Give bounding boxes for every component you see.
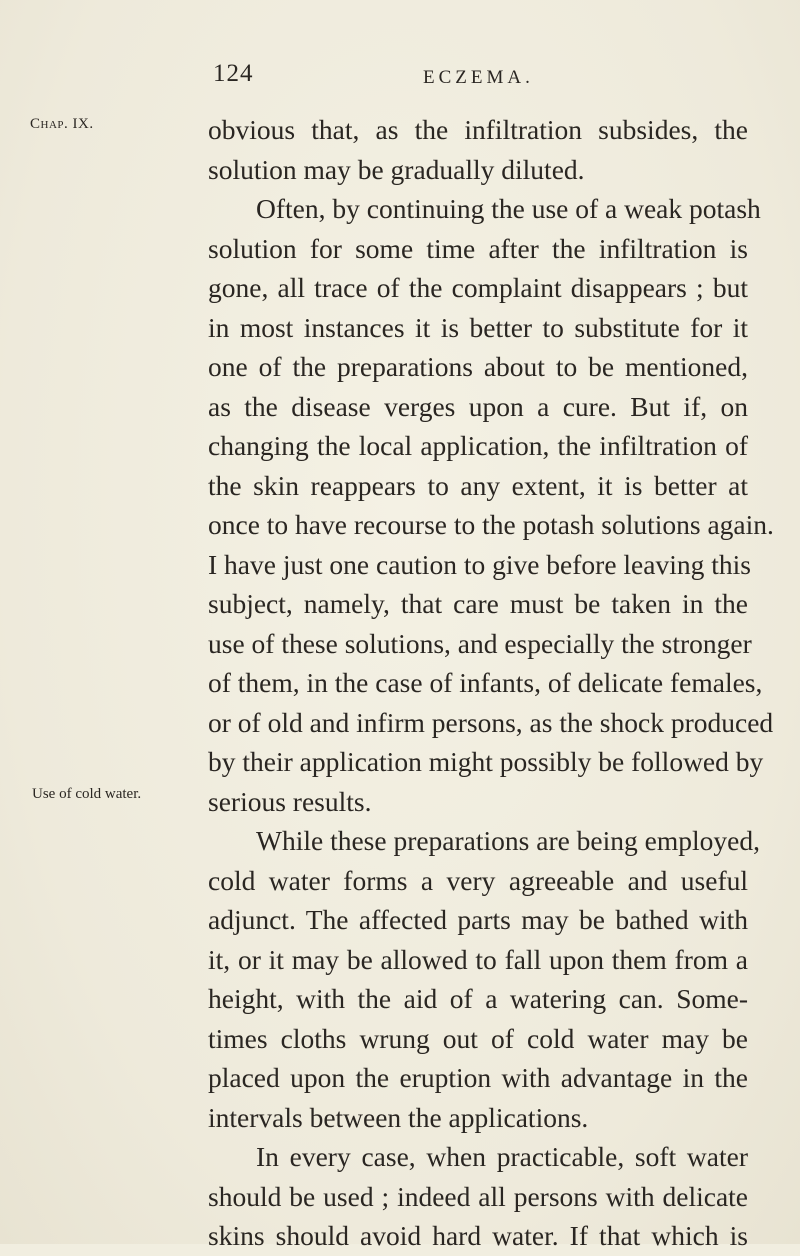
marginal-note-cold-water: Use of cold water. (32, 786, 142, 802)
text-line: While these preparations are being employed, (256, 825, 760, 856)
page-number: 124 (213, 60, 254, 87)
body-text (208, 110, 774, 1256)
text-line: subject, namely, that care must be taken in the (208, 588, 748, 619)
text-line: placed upon the eruption with advantage in the (208, 1062, 748, 1093)
running-head (0, 60, 800, 90)
text-line: Often, by continuing the use of a weak potash (256, 193, 761, 224)
text-line: or of old and infirm persons, as the shock produced (208, 706, 774, 738)
text-line: once to have recourse to the potash solutions again. (208, 509, 774, 540)
running-title: ECZEMA. (423, 67, 534, 88)
text-line: cold water forms a very agreeable and useful (208, 864, 748, 896)
text-line: the skin reappears to any extent, it is better at (208, 469, 748, 501)
text-line: serious results. (208, 785, 372, 817)
text-line: solution may be gradually diluted. (208, 153, 585, 185)
text-line: gone, all trace of the complaint disappears ; but (208, 272, 748, 303)
text-line: as the disease verges upon a cure. But if, on (208, 390, 748, 422)
chapter-marginal-label (30, 116, 94, 133)
text-line: height, with the aid of a watering can. Some- (208, 983, 748, 1014)
text-line: it, or it may be allowed to fall upon them from a (208, 943, 748, 975)
text-line: of them, in the case of infants, of delicate females, (208, 667, 763, 698)
text-line: changing the local application, the infiltration of (208, 430, 748, 461)
text-line: one of the preparations about to be mentioned, (208, 351, 748, 382)
text-line: intervals between the applications. (208, 1101, 589, 1133)
text-line: use of these solutions, and especially the stronger (208, 627, 752, 659)
text-line: times cloths wrung out of cold water may be (208, 1022, 748, 1054)
text-line: I have just one caution to give before leaving this (208, 548, 751, 580)
text-line: in most instances it is better to substitute for it (208, 311, 748, 343)
text-line: skins should avoid hard water. If that which is (208, 1220, 748, 1251)
text-line: by their application might possibly be followed by (208, 746, 764, 777)
text-line: should be used ; indeed all persons with delicate (208, 1180, 748, 1212)
text-line: In every case, when practicable, soft water (256, 1141, 748, 1172)
text-line: obvious that, as the infiltration subsides, the (208, 114, 748, 145)
text-line: adjunct. The affected parts may be bathed with (208, 904, 748, 935)
text-line: solution for some time after the infiltration is (208, 232, 748, 264)
chapter-label-text: Chap. IX. (30, 116, 94, 132)
